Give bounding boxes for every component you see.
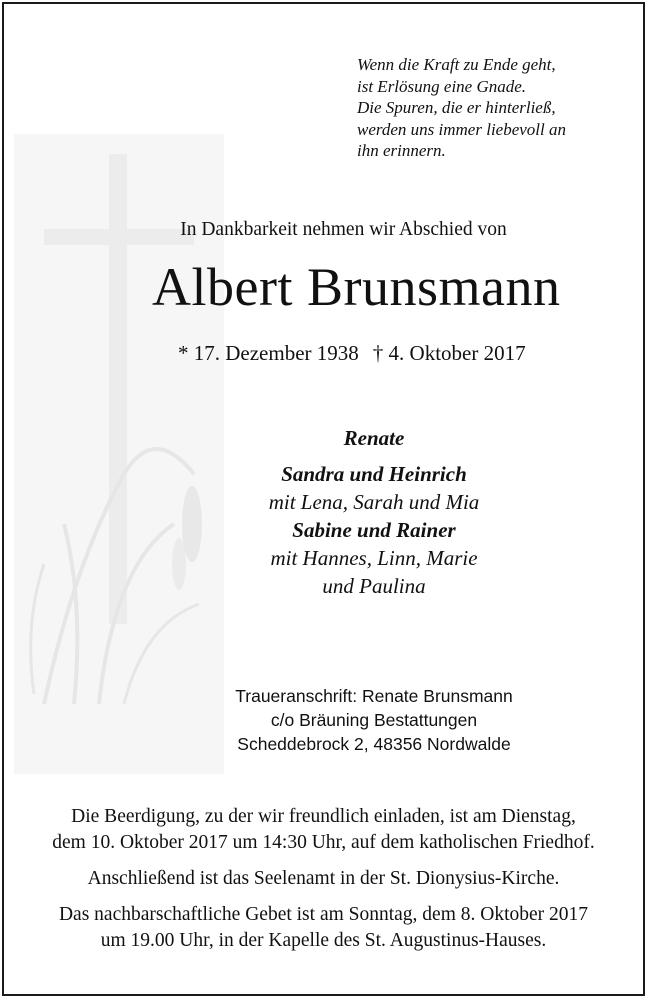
intro-text [4, 219, 643, 241]
poem-line: Die Spuren, die er hinterließ, [357, 98, 556, 117]
death-date: † 4. Oktober 2017 [372, 341, 526, 365]
poem-line: Wenn die Kraft zu Ende geht, [357, 55, 556, 74]
mourner-wife: Renate [343, 426, 405, 450]
funeral-line: Die Beerdigung, zu der wir freundlich einladen, ist am Dienstag, [71, 806, 576, 827]
intro-line: In Dankbarkeit nehmen wir Abschied von [180, 219, 507, 240]
address-line: Traueranschrift: Renate Brunsmann [235, 686, 513, 706]
obituary-frame [2, 2, 645, 996]
life-dates [178, 341, 526, 366]
mourner-group2-children-cont: und Paulina [322, 574, 426, 598]
mass-line: Anschließend ist das Seelenamt in der St. Dionysius-Kirche. [87, 868, 560, 889]
prayer-line: um 19.00 Uhr, in der Kapelle des St. Augustinus-Hauses. [100, 930, 547, 951]
prayer-line: Das nachbarschaftliche Gebet ist am Sonntag, dem 8. Oktober 2017 [58, 904, 589, 925]
poem-line: werden uns immer liebevoll an [357, 119, 566, 139]
mourning-address [154, 684, 594, 756]
mourners-list [174, 424, 574, 600]
deceased-name: Albert Brunsmann [152, 257, 561, 317]
funeral-line: dem 10. Oktober 2017 um 14:30 Uhr, auf dem katholischen Friedhof. [52, 832, 595, 853]
mourner-group2-children: mit Hannes, Linn, Marie [270, 546, 478, 570]
memorial-poem [357, 54, 627, 162]
poem-line: ist Erlösung eine Gnade. [357, 76, 527, 96]
mourner-group1-children: mit Lena, Sarah und Mia [268, 490, 480, 514]
address-line: c/o Bräuning Bestattungen [270, 710, 478, 730]
mourner-group1-names: Sandra und Heinrich [281, 462, 467, 486]
address-line: Scheddebrock 2, 48356 Nordwalde [237, 734, 511, 754]
poem-line: ihn erinnern. [357, 141, 446, 160]
funeral-notice [4, 804, 643, 954]
birth-date: * 17. Dezember 1938 [178, 341, 359, 365]
mourner-group2-names: Sabine und Rainer [292, 518, 456, 542]
